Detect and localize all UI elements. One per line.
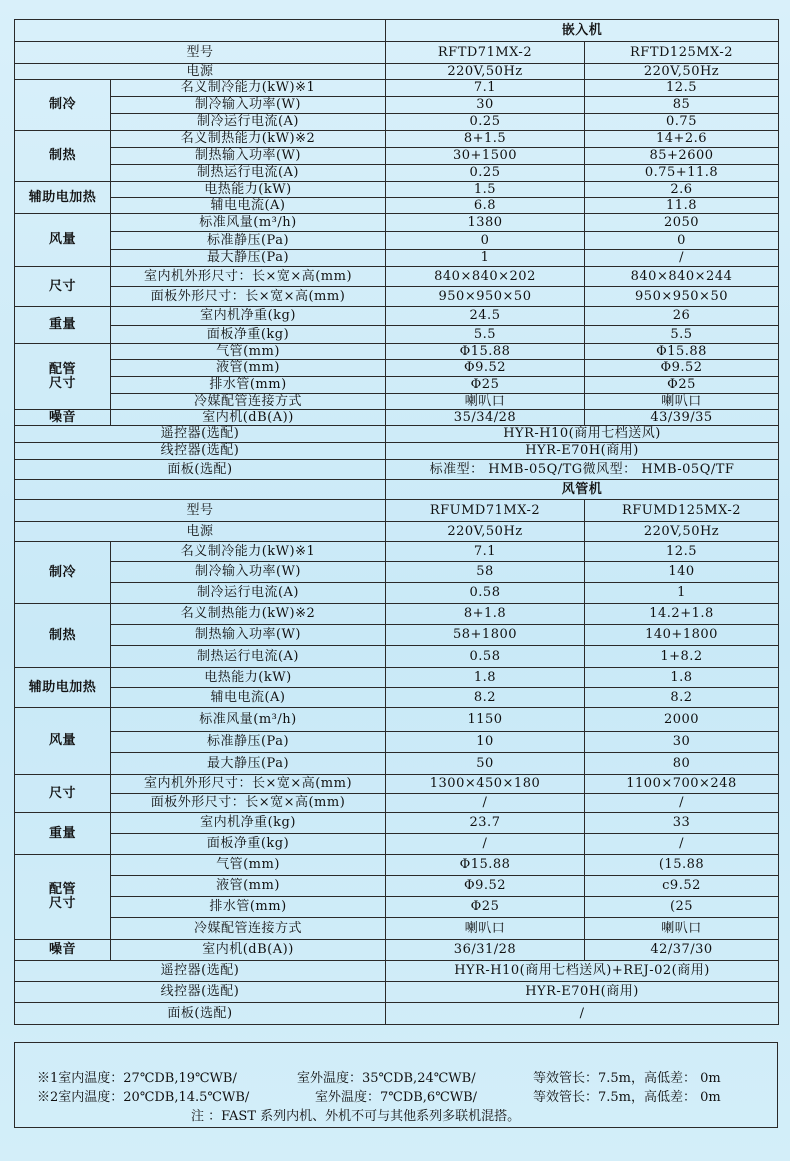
group-label: [15, 855, 111, 940]
value-model-2: 0: [585, 232, 779, 250]
group-label: [15, 307, 111, 344]
value-model-1: RFTD71MX-2: [386, 42, 585, 64]
row-label: 冷媒配管连接方式: [111, 918, 386, 940]
value-model-2: c9.52: [585, 876, 779, 897]
value-model-1: Φ9.52: [386, 360, 585, 377]
spec-row: [15, 834, 779, 855]
value-model-2: 12.5: [585, 80, 779, 97]
row-label: 室内机(dB(A)): [111, 410, 386, 426]
spec-row: [15, 165, 779, 182]
row-label: 名义制热能力(kW)※2: [111, 604, 386, 625]
group-label: [15, 775, 111, 813]
group-label-line: 制热: [48, 627, 76, 643]
value-model-1: RFUMD71MX-2: [386, 500, 585, 522]
row-label: 辅电电流(A): [111, 688, 386, 708]
section-title-row: [15, 20, 779, 42]
value-model-2: 1.8: [585, 668, 779, 688]
spec-row: [15, 214, 779, 232]
spec-row: [15, 326, 779, 344]
value-model-2: Φ15.88: [585, 344, 779, 360]
value-model-1: /: [386, 834, 585, 855]
value-model-1: Φ15.88: [386, 855, 585, 876]
spec-row: [15, 182, 779, 198]
group-label-line: 尺寸: [48, 896, 76, 911]
accessory-value: HYR-E70H(商用): [386, 443, 779, 460]
accessory-value: /: [386, 1003, 779, 1025]
spec-table: [14, 19, 779, 1025]
value-model-1: 58+1800: [386, 625, 585, 646]
spec-row: [15, 114, 779, 131]
value-model-2: 1: [585, 583, 779, 604]
note1-pipe-conditions: 等效管长：7.5m，高低差： 0m: [533, 1071, 721, 1086]
row-label: 线控器(选配): [15, 443, 386, 460]
value-model-2: 2.6: [585, 182, 779, 198]
group-label-line: 重量: [48, 317, 76, 332]
header-row: [15, 522, 779, 542]
value-model-2: 840×840×244: [585, 267, 779, 287]
spec-row: [15, 360, 779, 377]
spec-row: [15, 148, 779, 165]
spec-row: [15, 377, 779, 394]
value-model-2: 5.5: [585, 326, 779, 344]
value-model-1: 7.1: [386, 542, 585, 562]
spec-row: [15, 813, 779, 834]
row-label: 排水管(mm): [111, 377, 386, 394]
header-row: [15, 64, 779, 80]
blank-cell: [15, 20, 386, 42]
spec-row: [15, 897, 779, 918]
value-model-2: 43/39/35: [585, 410, 779, 426]
value-model-1: 1300×450×180: [386, 775, 585, 794]
row-label: 面板外形尺寸：长×宽×高(mm): [111, 287, 386, 307]
group-label-line: 配管: [48, 361, 76, 377]
value-model-1: 1.8: [386, 668, 585, 688]
value-model-2: 喇叭口: [585, 918, 779, 940]
spec-row: [15, 794, 779, 813]
row-label: 液管(mm): [111, 876, 386, 897]
row-label: 名义制冷能力(kW)※1: [111, 542, 386, 562]
spec-row: [15, 80, 779, 97]
value-model-2: 1100×700×248: [585, 775, 779, 794]
header-row: [15, 500, 779, 522]
row-label: 面板净重(kg): [111, 326, 386, 344]
value-model-1: 5.5: [386, 326, 585, 344]
spec-row: [15, 287, 779, 307]
value-model-1: Φ9.52: [386, 876, 585, 897]
value-model-2: 950×950×50: [585, 287, 779, 307]
value-model-2: 30: [585, 732, 779, 753]
footnotes-box: [14, 1042, 778, 1128]
value-model-2: 85: [585, 97, 779, 114]
value-model-2: 1+8.2: [585, 646, 779, 668]
group-label: [15, 604, 111, 668]
value-model-2: 喇叭口: [585, 394, 779, 410]
spec-row: [15, 542, 779, 562]
accessory-value: HYR-H10(商用七档送风): [386, 426, 779, 443]
accessory-row: [15, 443, 779, 460]
row-label: 电源: [15, 64, 386, 80]
value-model-1: /: [386, 794, 585, 813]
value-model-1: 8+1.5: [386, 131, 585, 148]
spec-row: [15, 876, 779, 897]
row-label: 名义制冷能力(kW)※1: [111, 80, 386, 97]
note2-indoor-conditions: ※2室内温度：20℃DB,14.5℃WB/: [37, 1090, 250, 1105]
accessory-row: [15, 426, 779, 443]
value-model-2: 11.8: [585, 198, 779, 214]
spec-row: [15, 775, 779, 794]
row-label: 线控器(选配): [15, 982, 386, 1003]
value-model-2: RFUMD125MX-2: [585, 500, 779, 522]
value-model-1: 30+1500: [386, 148, 585, 165]
value-model-2: 0.75+11.8: [585, 165, 779, 182]
row-label: 室内机净重(kg): [111, 307, 386, 326]
spec-row: [15, 307, 779, 326]
value-model-2: 220V,50Hz: [585, 522, 779, 542]
row-label: 室内机(dB(A)): [111, 940, 386, 961]
group-label: [15, 813, 111, 855]
row-label: 制冷运行电流(A): [111, 583, 386, 604]
value-model-1: 1380: [386, 214, 585, 232]
spec-row: [15, 267, 779, 287]
group-label: [15, 940, 111, 961]
value-model-1: 23.7: [386, 813, 585, 834]
row-label: 制冷输入功率(W): [111, 97, 386, 114]
row-label: 电热能力(kW): [111, 668, 386, 688]
spec-row: [15, 250, 779, 267]
value-model-2: 14+2.6: [585, 131, 779, 148]
value-model-1: 喇叭口: [386, 918, 585, 940]
group-label: [15, 708, 111, 775]
row-label: 排水管(mm): [111, 897, 386, 918]
value-model-2: 80: [585, 753, 779, 775]
row-label: 面板(选配): [15, 460, 386, 480]
accessory-row: [15, 460, 779, 480]
value-model-2: 85+2600: [585, 148, 779, 165]
spec-row: [15, 344, 779, 360]
row-label: 制热输入功率(W): [111, 625, 386, 646]
spec-row: [15, 753, 779, 775]
value-model-1: Φ25: [386, 377, 585, 394]
group-label-line: 制冷: [48, 564, 76, 580]
group-label-line: 辅助电加热: [28, 189, 97, 205]
value-model-1: 喇叭口: [386, 394, 585, 410]
spec-row: [15, 131, 779, 148]
group-label-line: 配管: [48, 882, 76, 897]
section-title: 嵌入机: [386, 20, 779, 42]
row-label: 室内机外形尺寸：长×宽×高(mm): [111, 267, 386, 287]
value-model-2: 2000: [585, 708, 779, 732]
value-model-1: 950×950×50: [386, 287, 585, 307]
row-label: 遥控器(选配): [15, 961, 386, 982]
section-title-row: [15, 480, 779, 500]
row-label: 面板(选配): [15, 1003, 386, 1025]
value-model-1: 30: [386, 97, 585, 114]
row-label: 名义制热能力(kW)※2: [111, 131, 386, 148]
header-row: [15, 42, 779, 64]
group-label-line: 尺寸: [48, 278, 76, 294]
group-label-line: 风量: [48, 232, 76, 247]
group-label: [15, 668, 111, 708]
value-model-2: (25: [585, 897, 779, 918]
value-model-1: 6.8: [386, 198, 585, 214]
spec-row: [15, 562, 779, 583]
section-title: 风管机: [386, 480, 779, 500]
accessory-value: HYR-H10(商用七档送风)+REJ-02(商用): [386, 961, 779, 982]
accessory-value: 标准型： HMB-05Q/TG微风型： HMB-05Q/TF: [386, 460, 779, 480]
value-model-2: (15.88: [585, 855, 779, 876]
value-model-2: 12.5: [585, 542, 779, 562]
row-label: 室内机外形尺寸：长×宽×高(mm): [111, 775, 386, 794]
group-label: [15, 80, 111, 131]
value-model-1: 0.25: [386, 165, 585, 182]
value-model-1: 50: [386, 753, 585, 775]
value-model-2: /: [585, 250, 779, 267]
row-label: 面板净重(kg): [111, 834, 386, 855]
value-model-1: 220V,50Hz: [386, 522, 585, 542]
row-label: 标准风量(m³/h): [111, 214, 386, 232]
value-model-2: 14.2+1.8: [585, 604, 779, 625]
group-label-line: 尺寸: [48, 375, 76, 391]
row-label: 标准风量(m³/h): [111, 708, 386, 732]
spec-row: [15, 855, 779, 876]
value-model-2: 2050: [585, 214, 779, 232]
spec-row: [15, 583, 779, 604]
value-model-2: 0.75: [585, 114, 779, 131]
value-model-1: 0.25: [386, 114, 585, 131]
value-model-2: /: [585, 794, 779, 813]
row-label: 遥控器(选配): [15, 426, 386, 443]
spec-row: [15, 732, 779, 753]
row-label: 制冷输入功率(W): [111, 562, 386, 583]
spec-row: [15, 708, 779, 732]
row-label: 制热运行电流(A): [111, 165, 386, 182]
row-label: 标准静压(Pa): [111, 732, 386, 753]
value-model-1: 0.58: [386, 583, 585, 604]
value-model-2: Φ25: [585, 377, 779, 394]
group-label-line: 风量: [48, 733, 76, 748]
spec-row: [15, 198, 779, 214]
accessory-value: HYR-E70H(商用): [386, 982, 779, 1003]
value-model-1: 840×840×202: [386, 267, 585, 287]
value-model-1: 58: [386, 562, 585, 583]
group-label-line: 辅助电加热: [28, 679, 97, 695]
row-label: 电源: [15, 522, 386, 542]
value-model-2: 140: [585, 562, 779, 583]
group-label-line: 制冷: [48, 97, 76, 112]
accessory-row: [15, 982, 779, 1003]
group-label: [15, 182, 111, 214]
value-model-1: 24.5: [386, 307, 585, 326]
value-model-2: 26: [585, 307, 779, 326]
row-label: 型号: [15, 42, 386, 64]
spec-row: [15, 668, 779, 688]
value-model-1: 10: [386, 732, 585, 753]
value-model-2: RFTD125MX-2: [585, 42, 779, 64]
row-label: 制冷运行电流(A): [111, 114, 386, 131]
note2-outdoor-conditions: 室外温度：7℃DB,6℃WB/: [315, 1090, 478, 1105]
value-model-1: 7.1: [386, 80, 585, 97]
value-model-1: 0: [386, 232, 585, 250]
value-model-2: 33: [585, 813, 779, 834]
group-label: [15, 131, 111, 182]
group-label: [15, 344, 111, 410]
value-model-1: Φ25: [386, 897, 585, 918]
value-model-2: Φ9.52: [585, 360, 779, 377]
group-label: [15, 214, 111, 267]
row-label: 最大静压(Pa): [111, 753, 386, 775]
spec-row: [15, 940, 779, 961]
value-model-1: 8+1.8: [386, 604, 585, 625]
group-label-line: 噪音: [48, 409, 76, 425]
value-model-1: 0.58: [386, 646, 585, 668]
row-label: 辅电电流(A): [111, 198, 386, 214]
spec-row: [15, 625, 779, 646]
value-model-2: 42/37/30: [585, 940, 779, 961]
row-label: 电热能力(kW): [111, 182, 386, 198]
value-model-2: /: [585, 834, 779, 855]
spec-row: [15, 232, 779, 250]
note1-indoor-conditions: ※1室内温度：27℃DB,19℃WB/: [37, 1071, 237, 1086]
group-label-line: 重量: [48, 825, 76, 841]
spec-row: [15, 646, 779, 668]
row-label: 气管(mm): [111, 344, 386, 360]
spec-row: [15, 604, 779, 625]
group-label-line: 制热: [48, 148, 76, 163]
note2-pipe-conditions: 等效管长：7.5m，高低差： 0m: [533, 1090, 721, 1105]
row-label: 型号: [15, 500, 386, 522]
group-label-line: 尺寸: [48, 785, 76, 801]
row-label: 制热输入功率(W): [111, 148, 386, 165]
value-model-1: 35/34/28: [386, 410, 585, 426]
group-label: [15, 542, 111, 604]
note1-outdoor-conditions: 室外温度：35℃DB,24℃WB/: [297, 1071, 476, 1086]
row-label: 液管(mm): [111, 360, 386, 377]
spec-row: [15, 394, 779, 410]
accessory-row: [15, 961, 779, 982]
spec-row: [15, 918, 779, 940]
spec-row: [15, 97, 779, 114]
value-model-1: 36/31/28: [386, 940, 585, 961]
accessory-row: [15, 1003, 779, 1025]
note-compatibility: 注 ：FAST 系列内机、外机不可与其他系列多联机混搭。: [191, 1109, 521, 1124]
value-model-1: 1150: [386, 708, 585, 732]
value-model-1: 1.5: [386, 182, 585, 198]
row-label: 面板外形尺寸：长×宽×高(mm): [111, 794, 386, 813]
value-model-1: 220V,50Hz: [386, 64, 585, 80]
row-label: 冷媒配管连接方式: [111, 394, 386, 410]
row-label: 最大静压(Pa): [111, 250, 386, 267]
value-model-1: 8.2: [386, 688, 585, 708]
group-label-line: 噪音: [48, 942, 76, 957]
spec-row: [15, 688, 779, 708]
row-label: 标准静压(Pa): [111, 232, 386, 250]
group-label: [15, 267, 111, 307]
spec-row: [15, 410, 779, 426]
value-model-2: 220V,50Hz: [585, 64, 779, 80]
row-label: 室内机净重(kg): [111, 813, 386, 834]
blank-cell: [15, 480, 386, 500]
value-model-1: Φ15.88: [386, 344, 585, 360]
value-model-2: 8.2: [585, 688, 779, 708]
value-model-1: 1: [386, 250, 585, 267]
row-label: 气管(mm): [111, 855, 386, 876]
group-label: [15, 410, 111, 426]
row-label: 制热运行电流(A): [111, 646, 386, 668]
value-model-2: 140+1800: [585, 625, 779, 646]
